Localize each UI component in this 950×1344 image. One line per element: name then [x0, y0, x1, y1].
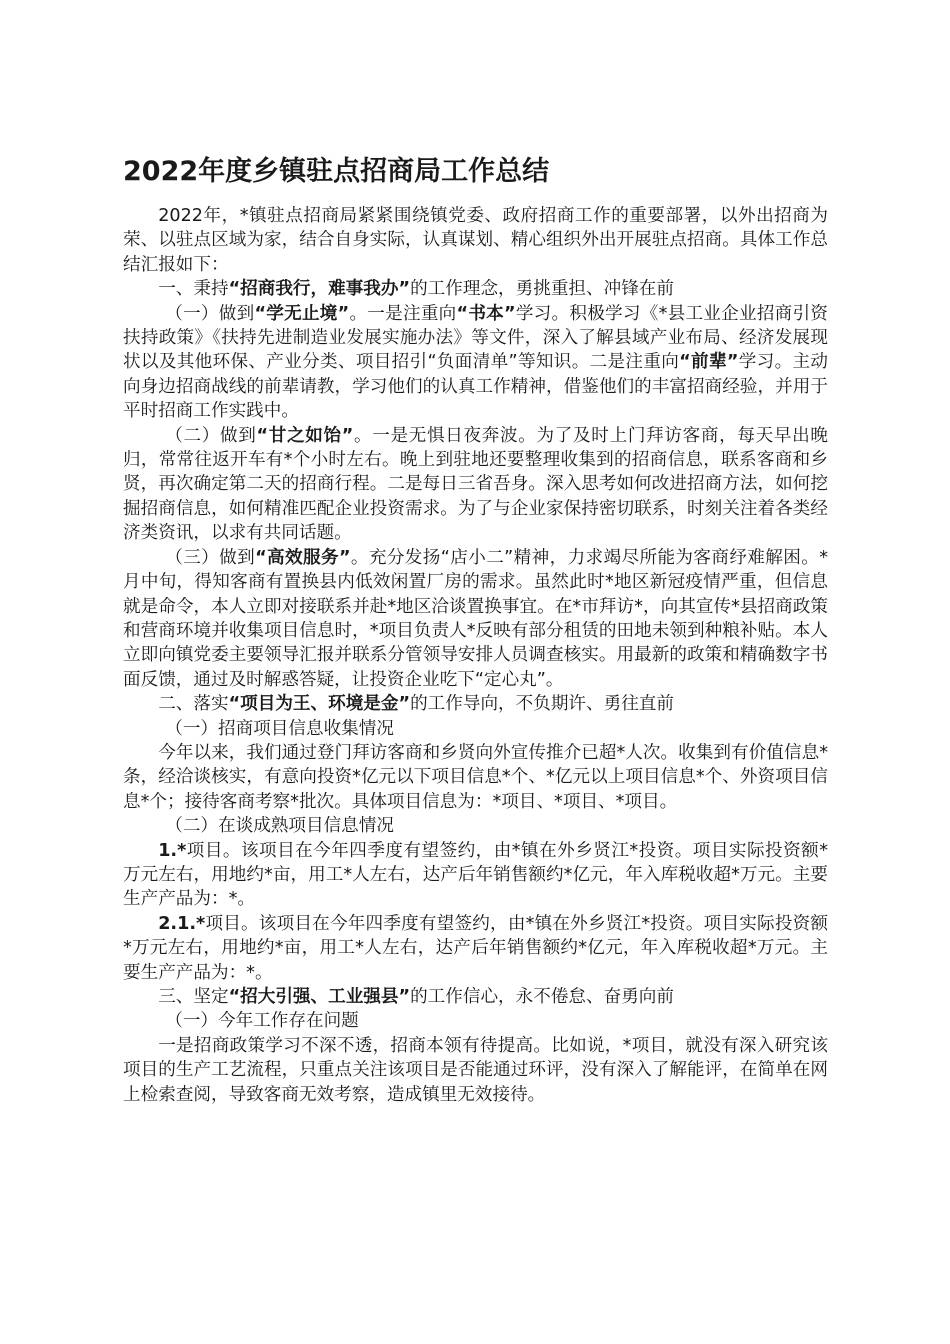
- subsection-1-1: [123, 302, 828, 424]
- subsection-1-2: [123, 424, 828, 546]
- project-item-1: [123, 839, 828, 912]
- heading-emphasis: “招大引强、工业强县”: [228, 987, 411, 1007]
- section-heading-2: [123, 692, 828, 716]
- heading-emphasis: “项目为王、环境是金”: [228, 694, 411, 715]
- project-text: 项目。该项目在今年四季度有望签约，由*镇在外乡贤江*投资。项目实际投资额*万元左右，用地约*亩，用工*人左右，达产后年销售额约*亿元，年入库税收超*万元。主要生产产品为：*。: [123, 913, 828, 983]
- subsection-text: 。充分发扬“店小二”精神，力求竭尽所能为客商纾难解困。*月中旬，得知客商有置换县内低效闲置厂房的需求。虽然此时*地区新冠疫情严重，但信息就是命令，本人立即对接联系并赴*地区洽谈置换事宜。在*市拜访*，向其宣传*县招商政策和营商环境并收集项目信息时，*项目负责人*反映有部分租赁的田地未领到种粮补贴。本人立即向镇党委主要领导汇报并联系分管领导安排人员调查核实。用最新的政策和精确数字书面反馈，通过及时解惑答疑，让投资企业吃下“定心丸”。: [123, 547, 828, 690]
- project-number: 2.1.*: [158, 913, 206, 934]
- heading-prefix: 二、落实: [158, 694, 229, 715]
- subsection-text-3: 学习。主动向身边招商战线的前辈请教，学习他们的认真工作精神，借鉴他们的丰富招商经验，并用于平时招商工作实践中。: [123, 352, 828, 422]
- heading-suffix: 的工作信心，永不倦怠、奋勇向前: [410, 987, 674, 1007]
- subsection-emphasis-3: “前辈”: [679, 352, 739, 373]
- subsection-prefix: （三）做到: [165, 547, 256, 568]
- subsection-1-3: [123, 546, 828, 692]
- subsection-2-1: （一）招商项目信息收集情况: [165, 718, 394, 739]
- heading-suffix: 的工作理念，勇挑重担、冲锋在前: [410, 279, 674, 300]
- subsection-prefix: （二）做到: [165, 425, 257, 446]
- subsection-2-2: （二）在谈成熟项目信息情况: [165, 816, 394, 837]
- document-page: [123, 150, 828, 1107]
- heading-emphasis: “招商我行，难事我办”: [228, 279, 411, 300]
- project-number: 1.*: [158, 840, 187, 861]
- section-heading-3: [123, 985, 828, 1009]
- document-body: [123, 204, 828, 1107]
- subsection-prefix: （一）做到: [165, 303, 255, 324]
- document-title: 2022年度乡镇驻点招商局工作总结: [123, 156, 550, 187]
- subsection-3-1: （一）今年工作存在问题: [165, 1011, 359, 1032]
- intro-paragraph: 2022年，*镇驻点招商局紧紧围绕镇党委、政府招商工作的重要部署，以外出招商为荣、以驻点区域为家，结合自身实际，认真谋划、精心组织外出开展驻点招商。具体工作总结汇报如下：: [123, 206, 828, 275]
- heading-suffix: 的工作导向，不负期许、勇往直前: [410, 694, 674, 715]
- subsection-text: 。一是注重向: [349, 303, 457, 324]
- project-text: 项目。该项目在今年四季度有望签约，由*镇在外乡贤江*投资。项目实际投资额*万元左右，用地约*亩，用工*人左右，达产后年销售额约*亿元，年入库税收超*万元。主要生产产品为：*。: [123, 840, 828, 910]
- project-info-paragraph: 今年以来，我们通过登门拜访客商和乡贤向外宣传推介已超*人次。收集到有价值信息*条，经洽谈核实，有意向投资*亿元以下项目信息*个、*亿元以上项目信息*个、外资项目信息*个；接待客商考察*批次。具体项目信息为：*项目、*项目、*项目。: [123, 742, 828, 812]
- subsection-text-2: 学习。积极学习《*县工业企业招商引资扶持政策》《扶持先进制造业发展实施办法》等文件，深入了解县域产业布局、经济发展现状以及其他环保、产业分类、项目招引“负面清单”等知识。二是注重向: [123, 303, 828, 373]
- heading-prefix: 三、坚定: [158, 987, 229, 1007]
- subsection-emphasis: “高效服务”: [255, 547, 351, 568]
- subsection-emphasis: “甘之如饴”: [256, 425, 354, 446]
- subsection-emphasis-2: “书本”: [456, 303, 516, 324]
- section-heading-1: [123, 277, 828, 301]
- problem-paragraph: 一是招商政策学习不深不透，招商本领有待提高。比如说，*项目，就没有深入研究该项目的生产工艺流程，只重点关注该项目是否能通过环评，没有深入了解能评，在简单在网上检索查阅，导致客商无效考察，造成镇里无效接待。: [123, 1035, 828, 1105]
- heading-prefix: 一、秉持: [158, 279, 229, 300]
- subsection-emphasis: “学无止境”: [254, 303, 350, 324]
- subsection-text: 。一是无惧日夜奔波。为了及时上门拜访客商，每天早出晚归，常常往返开车有*个小时左右。晚上到驻地还要整理收集到的招商信息，联系客商和乡贤，再次确定第二天的招商行程。二是每日三省吾身。深入思考如何改进招商方法，如何挖掘招商信息，如何精准匹配企业投资需求。为了与企业家保持密切联系，时刻关注着各类经济类资讯，以求有共同话题。: [123, 425, 828, 544]
- project-item-2: [123, 912, 828, 985]
